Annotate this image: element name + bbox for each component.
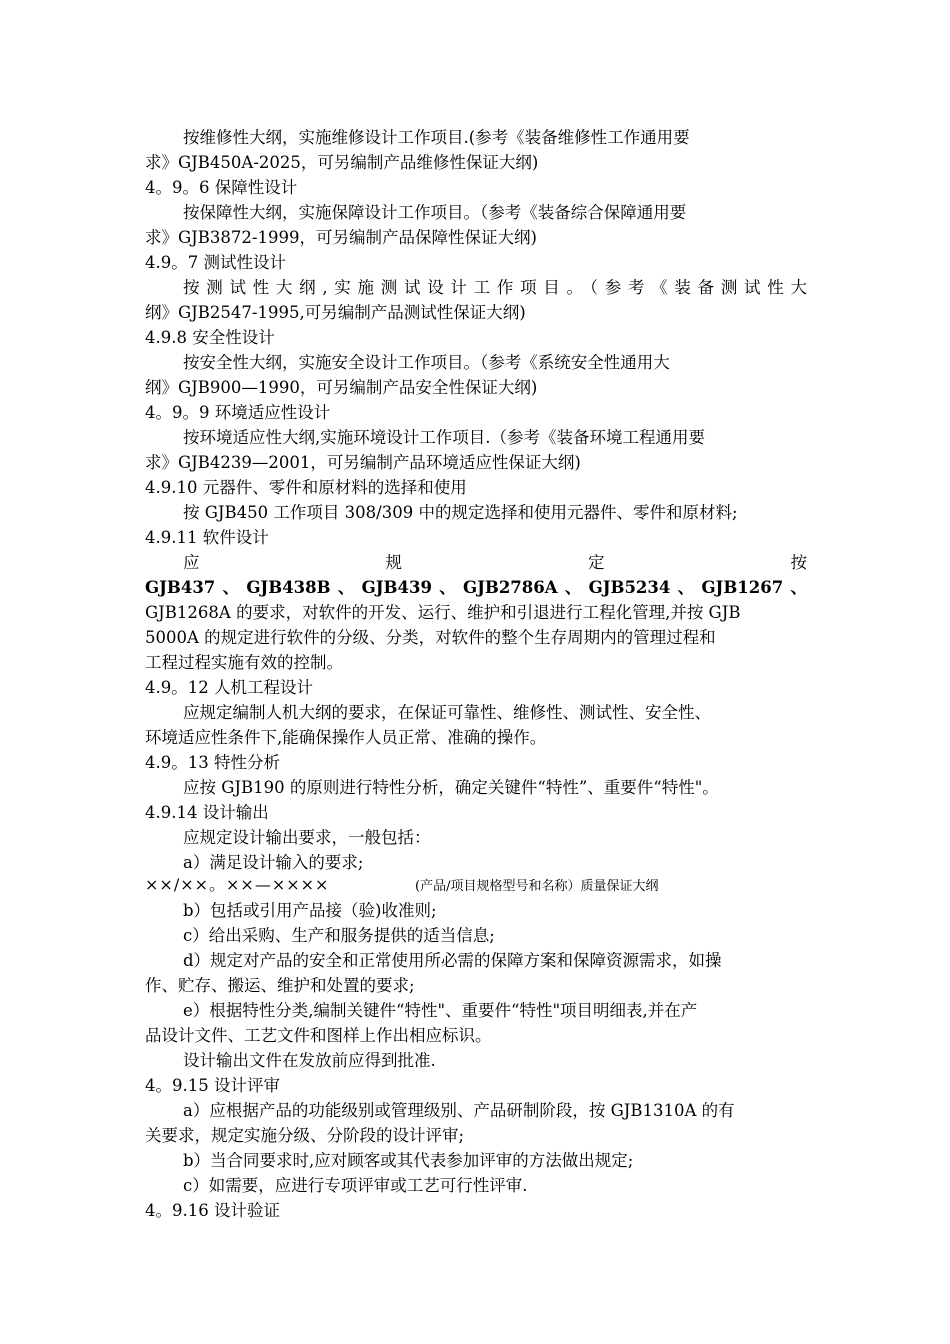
list-item: b）包括或引用产品接（验)收准则; [183,901,437,920]
paragraph-line: 纲》GJB900—1990，可另编制产品安全性保证大纲) [145,378,538,397]
paragraph-line: 工程过程实施有效的控制。 [145,653,343,672]
section-heading: 4.9.14 设计输出 [145,803,269,822]
section-heading: 4.9。12 人机工程设计 [145,678,313,697]
paragraph-line: GJB1268A 的要求，对软件的开发、运行、维护和引退进行工程化管理,并按 GJB [145,603,741,622]
list-item: e）根据特性分类,编制关键件“特性"、重要件“特性"项目明细表,并在产 [183,1001,698,1020]
paragraph-line: 按安全性大纲，实施安全设计工作项目。（参考《系统安全性通用大 [183,353,670,372]
list-item: d）规定对产品的安全和正常使用所必需的保障方案和保障资源需求，如操 [183,951,722,970]
list-item: b）当合同要求时,应对顾客或其代表参加评审的方法做出规定; [183,1151,634,1170]
section-heading: 4.9.11 软件设计 [145,528,269,547]
paragraph-line: 品设计文件、工艺文件和图样上作出相应标识。 [145,1026,492,1045]
paragraph-line: 应按 GJB190 的原则进行特性分析，确定关键件“特性”、重要件“特性"。 [183,778,719,797]
paragraph-line: 纲》GJB2547-1995,可另编制产品测试性保证大纲) [145,303,526,322]
section-heading: 4。9。6 保障性设计 [145,178,298,197]
document-title: (产品/项目规格型号和名称）质量保证大纲 [415,879,659,894]
list-item: a）满足设计输入的要求; [183,853,364,872]
section-heading: 4.9.8 安全性设计 [145,328,275,347]
section-heading: 4。9.16 设计验证 [145,1201,280,1220]
paragraph-line: 按环境适应性大纲,实施环境设计工作项目.（参考《装备环境工程通用要 [183,428,705,447]
section-heading: 4.9.10 元器件、零件和原材料的选择和使用 [145,478,467,497]
running-header [145,872,807,897]
paragraph-line: 按 GJB450 工作项目 308/309 中的规定选择和使用元器件、零件和原材料; [183,503,738,522]
paragraph-line: 5000A 的规定进行软件的分级、分类，对软件的整个生存周期内的管理过程和 [145,628,716,647]
section-heading: 4.9。7 测试性设计 [145,253,286,272]
paragraph-line: 求》GJB450A-2025，可另编制产品维修性保证大纲) [145,153,539,172]
paragraph-line: 按维修性大纲，实施维修设计工作项目.(参考《装备维修性工作通用要 [183,128,690,147]
paragraph-line: 按保障性大纲，实施保障设计工作项目。（参考《装备综合保障通用要 [183,203,687,222]
document-code: ××/××。××—×××× [145,875,330,894]
paragraph-line: 应 规 定 按 [183,553,807,572]
paragraph-line: 关要求，规定实施分级、分阶段的设计评审; [145,1126,465,1145]
section-heading: 4。9。9 环境适应性设计 [145,403,331,422]
list-item: a）应根据产品的功能级别或管理级别、产品研制阶段，按 GJB1310A 的有 [183,1101,735,1120]
paragraph-line: 求》GJB4239—2001，可另编制产品环境适应性保证大纲) [145,453,581,472]
section-heading: 4.9。13 特性分析 [145,753,280,772]
paragraph-line: 按测试性大纲,实施测试设计工作项目。（参考《装备测试性大 [183,278,807,297]
paragraph-line: 应规定设计输出要求，一般包括： [183,828,431,847]
list-item: c）给出采购、生产和服务提供的适当信息; [183,926,495,945]
section-heading: 4。9.15 设计评审 [145,1076,280,1095]
paragraph-line: 应规定编制人机大纲的要求，在保证可靠性、维修性、测试性、安全性、 [183,703,711,722]
paragraph-line: 设计输出文件在发放前应得到批准. [183,1051,436,1070]
paragraph-line: 作、贮存、搬运、维护和处置的要求; [145,976,415,995]
list-item: c）如需要，应进行专项评审或工艺可行性评审. [183,1176,528,1195]
paragraph-line: 求》GJB3872-1999，可另编制产品保障性保证大纲) [145,228,537,247]
paragraph-line: GJB437、GJB438B、GJB439、GJB2786A、GJB5234、GJB1267、 [145,578,807,597]
paragraph-line: 环境适应性条件下,能确保操作人员正常、准确的操作。 [145,728,547,747]
